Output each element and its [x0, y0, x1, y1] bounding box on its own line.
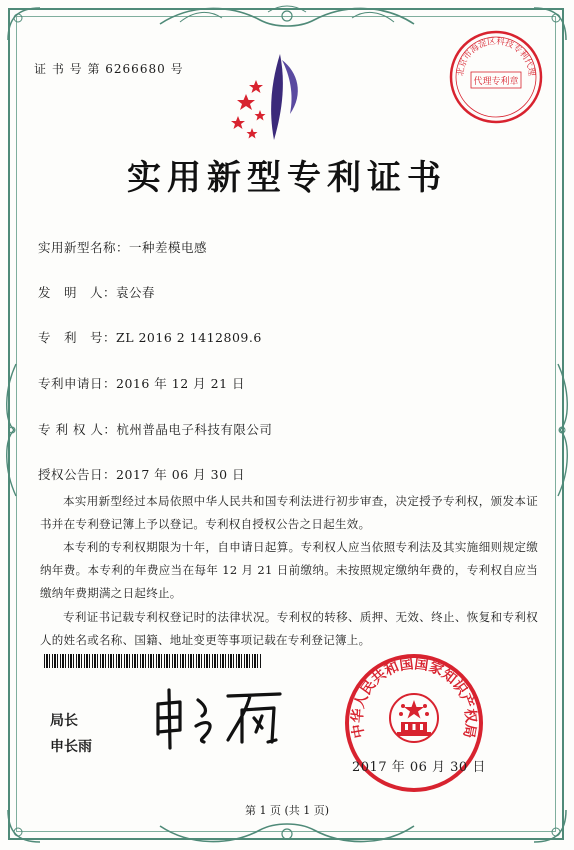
director-title: 局长 — [50, 713, 78, 729]
field-patentee — [38, 420, 272, 438]
field-label-patentee: 专 利 权 人： — [38, 422, 117, 437]
seal-date: 2017 年 06 月 30 日 — [352, 760, 486, 775]
national-emblem-icon — [390, 694, 438, 742]
top-floral-ornament — [150, 2, 424, 32]
field-label-patent-number: 专 利 号： — [38, 330, 117, 345]
field-label-application-date: 专利申请日： — [38, 376, 117, 391]
official-seal-arc-text: 中华人民共和国国家知识产权局 — [349, 656, 479, 740]
field-label-grant-date: 授权公告日： — [38, 467, 117, 482]
sipo-emblem-logo — [224, 50, 324, 142]
field-inventor — [38, 283, 155, 301]
director-name: 申长雨 — [50, 739, 92, 755]
left-floral-ornament — [2, 360, 22, 500]
corner-ornament-top-left — [4, 4, 44, 44]
paragraph-legal-status: 专利证书记载专利权登记时的法律状况。专利权的转移、质押、无效、终止、恢复和专利权人的姓名或名称、国籍、地址变更等事项记载在专利登记簿上。 — [40, 610, 538, 647]
certificate-number-suffix: 号 — [170, 62, 184, 76]
field-utility-model-name — [38, 238, 207, 256]
field-value-inventor: 袁公春 — [116, 285, 156, 300]
field-application-date — [38, 374, 245, 392]
field-value-patentee: 杭州普晶电子科技有限公司 — [116, 422, 273, 437]
field-value-grant-date: 2017 年 06 月 30 日 — [116, 467, 246, 482]
certificate-number-value: 6266680 — [105, 62, 166, 76]
field-value-application-date: 2016 年 12 月 21 日 — [116, 376, 246, 391]
certificate-number — [34, 60, 184, 77]
field-value-name: 一种差模电感 — [129, 240, 208, 255]
proxy-seal-arc-text: 北京市海淀区科技专利代理 — [455, 36, 537, 77]
handwritten-signature — [150, 682, 290, 752]
bottom-floral-ornament — [150, 818, 424, 848]
proxy-seal-center-text: 代理专利章 — [473, 77, 519, 87]
field-value-patent-number: ZL 2016 2 1412809.6 — [116, 330, 262, 345]
paragraph-term-and-fees: 本专利的专利权期限为十年，自申请日起算。专利权人应当依照专利法及其实施细则规定缴纳年费。本专利的年费应当在每年 12 月 21 日前缴纳。未按照规定缴纳年费的，专利权自应当缴纳年费期满之日起终止。 — [40, 540, 538, 600]
field-grant-date — [38, 465, 245, 483]
right-floral-ornament — [552, 360, 572, 500]
field-patent-number — [38, 328, 262, 346]
certificate-number-label: 证 书 号 第 — [34, 62, 101, 76]
field-label-inventor: 发 明 人： — [38, 285, 117, 300]
field-label-name: 实用新型名称： — [38, 240, 130, 255]
certificate-title: 实用新型专利证书 — [127, 158, 447, 198]
page-number: 第 1 页 (共 1 页) — [244, 804, 330, 817]
paragraph-grant-decision: 本实用新型经过本局依照中华人民共和国专利法进行初步审查，决定授予专利权，颁发本证书并在专利登记簿上予以登记。专利权自授权公告之日起生效。 — [40, 494, 538, 531]
patent-agency-seal — [447, 28, 545, 126]
barcode — [44, 654, 262, 668]
